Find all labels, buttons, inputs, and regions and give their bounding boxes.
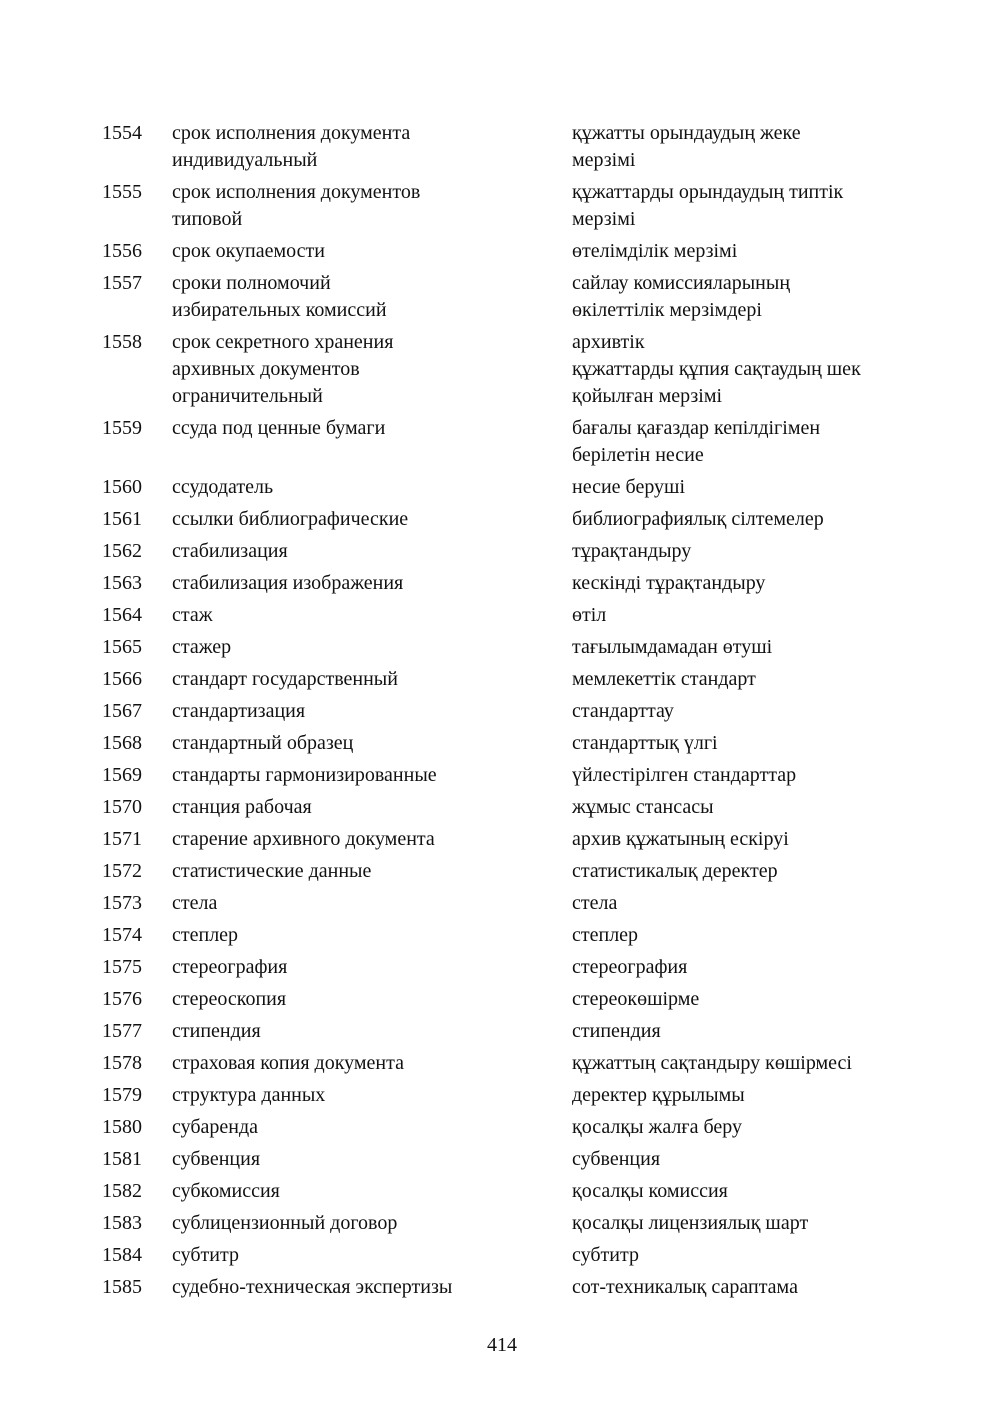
entry-term-russian: [172, 329, 552, 410]
term-line: стипендия: [572, 1020, 661, 1042]
entry-number: 1583: [102, 1212, 142, 1234]
glossary-entry: [0, 1018, 1004, 1045]
entry-term-russian: [172, 730, 552, 757]
entry-number: 1564: [102, 604, 142, 626]
glossary-entry: [0, 538, 1004, 565]
term-line: бағалы қағаздар кепілдігімен: [572, 417, 821, 439]
glossary-entry: [0, 762, 1004, 789]
entry-number: 1560: [102, 476, 142, 498]
entry-term-russian: [172, 1050, 552, 1077]
entry-number: 1568: [102, 732, 142, 754]
glossary-entry: [0, 270, 1004, 324]
entry-number: 1558: [102, 331, 142, 353]
glossary-entry: [0, 922, 1004, 949]
entry-term-russian: [172, 666, 552, 693]
glossary-entry: [0, 602, 1004, 629]
entry-term-russian: [172, 698, 552, 725]
entry-number: 1555: [102, 181, 142, 203]
entry-term-kazakh: [572, 602, 952, 629]
entry-number: 1567: [102, 700, 142, 722]
term-line: субтитр: [172, 1244, 239, 1266]
entry-term-russian: [172, 762, 552, 789]
term-line: тұрақтандыру: [572, 540, 692, 562]
entry-term-russian: [172, 794, 552, 821]
term-line: стабилизация изображения: [172, 572, 404, 594]
glossary-entry: [0, 794, 1004, 821]
glossary-entry: [0, 415, 1004, 469]
term-line: тағылымдамадан өтуші: [572, 636, 773, 658]
term-line: избирательных комиссий: [172, 299, 387, 321]
entry-term-russian: [172, 602, 552, 629]
term-line: өтелімділік мерзімі: [572, 240, 738, 262]
term-line: құжаттың сақтандыру көшірмесі: [572, 1052, 852, 1074]
entry-term-kazakh: [572, 826, 952, 853]
entry-term-kazakh: [572, 1018, 952, 1045]
entry-number: 1561: [102, 508, 142, 530]
term-line: құжаттарды құпия сақтаудың шек: [572, 358, 861, 380]
entry-term-kazakh: [572, 415, 952, 469]
entry-term-russian: [172, 179, 552, 233]
entry-term-russian: [172, 270, 552, 324]
term-line: архив құжатының ескіруі: [572, 828, 789, 850]
term-line: үйлестірілген стандарттар: [572, 764, 797, 786]
term-line: судебно-техническая экспертизы: [172, 1276, 453, 1298]
entry-term-russian: [172, 1114, 552, 1141]
entry-term-kazakh: [572, 634, 952, 661]
entry-term-russian: [172, 1210, 552, 1237]
entry-number: 1579: [102, 1084, 142, 1106]
term-line: мерзімі: [572, 208, 636, 230]
term-line: берілетін несие: [572, 444, 704, 466]
term-line: несие беруші: [572, 476, 686, 498]
term-line: жұмыс стансасы: [572, 796, 714, 818]
term-line: степлер: [172, 924, 239, 946]
entry-term-kazakh: [572, 270, 952, 324]
glossary-entry: [0, 1146, 1004, 1173]
term-line: стандарт государственный: [172, 668, 398, 690]
entry-term-russian: [172, 1146, 552, 1173]
glossary-entry: [0, 506, 1004, 533]
term-line: қосалқы лицензиялық шарт: [572, 1212, 809, 1234]
entry-term-russian: [172, 986, 552, 1013]
term-line: өтіл: [572, 604, 607, 626]
term-line: құжатты орындаудың жеке: [572, 122, 801, 144]
glossary-entry: [0, 666, 1004, 693]
entry-number: 1571: [102, 828, 142, 850]
glossary-entry: [0, 826, 1004, 853]
glossary-entry: [0, 698, 1004, 725]
term-line: стандартизация: [172, 700, 306, 722]
glossary-entry: [0, 179, 1004, 233]
entry-term-russian: [172, 238, 552, 265]
glossary-entry: [0, 1082, 1004, 1109]
entry-term-russian: [172, 1274, 552, 1301]
term-line: сот-техникалық сараптама: [572, 1276, 798, 1298]
entry-term-kazakh: [572, 474, 952, 501]
term-line: субвенция: [172, 1148, 261, 1170]
term-line: статистические данные: [172, 860, 372, 882]
entry-number: 1565: [102, 636, 142, 658]
entry-term-russian: [172, 858, 552, 885]
entry-number: 1562: [102, 540, 142, 562]
term-line: библиографиялық сілтемелер: [572, 508, 824, 530]
entry-number: 1576: [102, 988, 142, 1010]
entry-term-russian: [172, 506, 552, 533]
term-line: қосалқы комиссия: [572, 1180, 728, 1202]
term-line: статистикалық деректер: [572, 860, 778, 882]
entry-term-kazakh: [572, 922, 952, 949]
entry-term-russian: [172, 570, 552, 597]
entry-term-kazakh: [572, 1242, 952, 1269]
glossary-entry: [0, 570, 1004, 597]
term-line: стереокөшірме: [572, 988, 700, 1010]
entry-number: 1570: [102, 796, 142, 818]
glossary-entry: [0, 986, 1004, 1013]
entry-number: 1581: [102, 1148, 142, 1170]
entry-term-kazakh: [572, 858, 952, 885]
term-line: структура данных: [172, 1084, 326, 1106]
glossary-entry: [0, 1178, 1004, 1205]
term-line: деректер құрылымы: [572, 1084, 745, 1106]
glossary-entry: [0, 730, 1004, 757]
entry-term-kazakh: [572, 762, 952, 789]
term-line: кескінді тұрақтандыру: [572, 572, 766, 594]
term-line: страховая копия документа: [172, 1052, 404, 1074]
glossary-entry: [0, 890, 1004, 917]
entry-number: 1569: [102, 764, 142, 786]
entry-number: 1577: [102, 1020, 142, 1042]
term-line: стажер: [172, 636, 232, 658]
entry-term-russian: [172, 634, 552, 661]
glossary-entry: [0, 1274, 1004, 1301]
entry-number: 1578: [102, 1052, 142, 1074]
entry-term-russian: [172, 538, 552, 565]
glossary-entry: [0, 238, 1004, 265]
term-line: сроки полномочий: [172, 272, 331, 294]
entry-term-kazakh: [572, 1146, 952, 1173]
entry-term-kazakh: [572, 1050, 952, 1077]
term-line: стандарттық үлгі: [572, 732, 718, 754]
term-line: архивтік: [572, 331, 645, 353]
entry-term-russian: [172, 922, 552, 949]
term-line: сублицензионный договор: [172, 1212, 398, 1234]
entry-term-russian: [172, 1242, 552, 1269]
term-line: субвенция: [572, 1148, 661, 1170]
term-line: стандарты гармонизированные: [172, 764, 437, 786]
term-line: субтитр: [572, 1244, 639, 1266]
term-line: типовой: [172, 208, 243, 230]
entry-term-kazakh: [572, 1082, 952, 1109]
entry-term-kazakh: [572, 698, 952, 725]
term-line: степлер: [572, 924, 639, 946]
entry-term-russian: [172, 1018, 552, 1045]
entry-number: 1556: [102, 240, 142, 262]
entry-term-kazakh: [572, 1210, 952, 1237]
entry-number: 1573: [102, 892, 142, 914]
term-line: срок исполнения документа: [172, 122, 411, 144]
term-line: ограничительный: [172, 385, 323, 407]
entry-term-kazakh: [572, 986, 952, 1013]
entry-term-kazakh: [572, 890, 952, 917]
entry-number: 1563: [102, 572, 142, 594]
entry-number: 1559: [102, 417, 142, 439]
term-line: қосалқы жалға беру: [572, 1116, 742, 1138]
term-line: стандарттау: [572, 700, 674, 722]
term-line: стандартный образец: [172, 732, 354, 754]
entry-number: 1580: [102, 1116, 142, 1138]
term-line: субаренда: [172, 1116, 259, 1138]
term-line: стела: [572, 892, 618, 914]
glossary-entry: [0, 329, 1004, 410]
glossary-entry: [0, 858, 1004, 885]
term-line: ссуда под ценные бумаги: [172, 417, 386, 439]
entry-term-kazakh: [572, 179, 952, 233]
glossary-entry: [0, 1050, 1004, 1077]
term-line: ссылки библиографические: [172, 508, 409, 530]
entry-number: 1574: [102, 924, 142, 946]
entry-number: 1582: [102, 1180, 142, 1202]
glossary-list: [0, 120, 1004, 1306]
term-line: стереоскопия: [172, 988, 287, 1010]
entry-number: 1554: [102, 122, 142, 144]
entry-term-kazakh: [572, 238, 952, 265]
entry-term-kazakh: [572, 730, 952, 757]
term-line: мерзімі: [572, 149, 636, 171]
entry-term-kazakh: [572, 506, 952, 533]
entry-number: 1584: [102, 1244, 142, 1266]
term-line: стела: [172, 892, 218, 914]
glossary-entry: [0, 1242, 1004, 1269]
entry-term-kazakh: [572, 329, 952, 410]
entry-term-kazakh: [572, 1178, 952, 1205]
term-line: стереография: [572, 956, 688, 978]
term-line: срок секретного хранения: [172, 331, 394, 353]
term-line: станция рабочая: [172, 796, 312, 818]
entry-term-russian: [172, 474, 552, 501]
entry-number: 1575: [102, 956, 142, 978]
entry-term-kazakh: [572, 1114, 952, 1141]
term-line: индивидуальный: [172, 149, 318, 171]
entry-term-russian: [172, 826, 552, 853]
glossary-entry: [0, 634, 1004, 661]
entry-term-kazakh: [572, 120, 952, 174]
entry-number: 1572: [102, 860, 142, 882]
term-line: стипендия: [172, 1020, 261, 1042]
glossary-entry: [0, 954, 1004, 981]
term-line: архивных документов: [172, 358, 360, 380]
term-line: срок окупаемости: [172, 240, 325, 262]
term-line: сайлау комиссияларының: [572, 272, 791, 294]
term-line: ссудодатель: [172, 476, 274, 498]
entry-term-kazakh: [572, 794, 952, 821]
entry-number: 1566: [102, 668, 142, 690]
entry-term-kazakh: [572, 1274, 952, 1301]
entry-term-russian: [172, 120, 552, 174]
term-line: срок исполнения документов: [172, 181, 421, 203]
term-line: мемлекеттік стандарт: [572, 668, 756, 690]
glossary-entry: [0, 120, 1004, 174]
entry-term-russian: [172, 890, 552, 917]
term-line: стаж: [172, 604, 213, 626]
glossary-entry: [0, 474, 1004, 501]
term-line: өкілеттілік мерзімдері: [572, 299, 762, 321]
term-line: стереография: [172, 956, 288, 978]
term-line: старение архивного документа: [172, 828, 435, 850]
entry-term-kazakh: [572, 666, 952, 693]
term-line: құжаттарды орындаудың типтік: [572, 181, 844, 203]
glossary-entry: [0, 1114, 1004, 1141]
entry-term-russian: [172, 1082, 552, 1109]
entry-term-russian: [172, 415, 552, 442]
entry-number: 1557: [102, 272, 142, 294]
term-line: қойылған мерзімі: [572, 385, 723, 407]
term-line: стабилизация: [172, 540, 288, 562]
glossary-entry: [0, 1210, 1004, 1237]
entry-term-kazakh: [572, 538, 952, 565]
entry-term-kazakh: [572, 570, 952, 597]
entry-term-russian: [172, 1178, 552, 1205]
page-number: 414: [487, 1334, 517, 1356]
entry-term-russian: [172, 954, 552, 981]
entry-number: 1585: [102, 1276, 142, 1298]
entry-term-kazakh: [572, 954, 952, 981]
term-line: субкомиссия: [172, 1180, 280, 1202]
